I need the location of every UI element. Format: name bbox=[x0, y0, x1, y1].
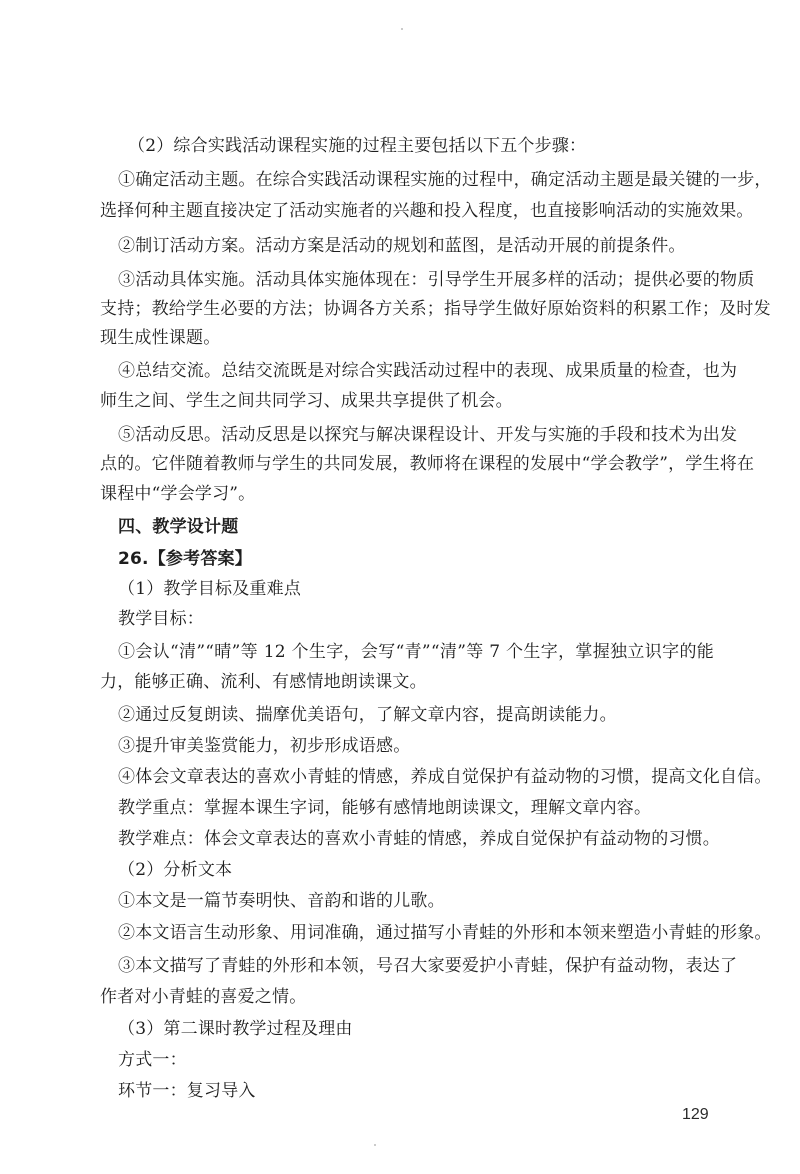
step1-line1: ①确定活动主题。在综合实践活动课程实施的过程中，确定活动主题是最关键的一步， bbox=[118, 170, 772, 190]
practice-steps-intro: （2）综合实践活动课程实施的过程主要包括以下五个步骤： bbox=[128, 136, 587, 156]
step3-line1: ③活动具体实施。活动具体实施体现在：引导学生开展多样的活动；提供必要的物质 bbox=[118, 270, 755, 290]
objectives-label: 教学目标： bbox=[118, 609, 204, 629]
step3-line2: 支持；教给学生必要的方法；协调各方关系；指导学生做好原始资料的积累工作；及时发 bbox=[100, 299, 771, 319]
goal1-line2: 力，能够正确、流利、有感情地朗读课文。 bbox=[100, 672, 427, 692]
step2-text: ②制订活动方案。活动方案是活动的规划和蓝图，是活动开展的前提条件。 bbox=[118, 236, 686, 256]
step5-line1: ⑤活动反思。活动反思是以探究与解决课程设计、开发与实施的手段和技术为出发 bbox=[118, 425, 738, 445]
analysis-item3-line1: ③本文描写了青蛙的外形和本领，号召大家要爱护小青蛙，保护有益动物，表达了 bbox=[118, 956, 738, 976]
process-stage: 环节一：复习导入 bbox=[118, 1081, 256, 1101]
answer-label: 26.【参考答案】 bbox=[118, 549, 252, 569]
scan-dot-top bbox=[401, 28, 403, 30]
objectives-heading: （1）教学目标及重难点 bbox=[118, 579, 302, 599]
step5-line2: 点的。它伴随着教师与学生的共同发展，教师将在课程的发展中“学会教学”，学生将在 bbox=[100, 454, 755, 474]
analysis-item1: ①本文是一篇节奏明快、音韵和谐的儿歌。 bbox=[118, 891, 445, 911]
page-number: 129 bbox=[682, 1106, 709, 1123]
goal3-text: ③提升审美鉴赏能力，初步形成语感。 bbox=[118, 736, 411, 756]
analysis-heading: （2）分析文本 bbox=[118, 860, 233, 880]
step4-line2: 师生之间、学生之间共同学习、成果共享提供了机会。 bbox=[100, 391, 513, 411]
goal2-text: ②通过反复朗读、揣摩优美语句，了解文章内容，提高朗读能力。 bbox=[118, 705, 617, 725]
analysis-item3-line2: 作者对小青蛙的喜爱之情。 bbox=[100, 987, 307, 1007]
goal1-line1: ①会认“清”“晴”等 12 个生字，会写“青”“清”等 7 个生字，掌握独立识字的能 bbox=[118, 642, 714, 662]
process-heading: （3）第二课时教学过程及理由 bbox=[118, 1019, 353, 1039]
step1-line2: 选择何种主题直接决定了活动实施者的兴趣和投入程度，也直接影响活动的实施效果。 bbox=[100, 201, 754, 221]
step5-line3: 课程中“学会学习”。 bbox=[100, 484, 256, 504]
key-point-text: 教学重点：掌握本课生字词，能够有感情地朗读课文，理解文章内容。 bbox=[118, 798, 652, 818]
scan-dot-bottom bbox=[374, 1144, 376, 1146]
analysis-item2: ②本文语言生动形象、用词准确，通过描写小青蛙的外形和本领来塑造小青蛙的形象。 bbox=[118, 923, 772, 943]
goal4-text: ④体会文章表达的喜欢小青蛙的情感，养成自觉保护有益动物的习惯，提高文化自信。 bbox=[118, 767, 772, 787]
process-mode: 方式一： bbox=[118, 1050, 187, 1070]
step3-line3: 现生成性课题。 bbox=[100, 328, 221, 348]
section-four-title: 四、教学设计题 bbox=[118, 517, 239, 537]
difficulty-text: 教学难点：体会文章表达的喜欢小青蛙的情感，养成自觉保护有益动物的习惯。 bbox=[118, 829, 720, 849]
step4-line1: ④总结交流。总结交流既是对综合实践活动过程中的表现、成果质量的检查，也为 bbox=[118, 361, 738, 381]
